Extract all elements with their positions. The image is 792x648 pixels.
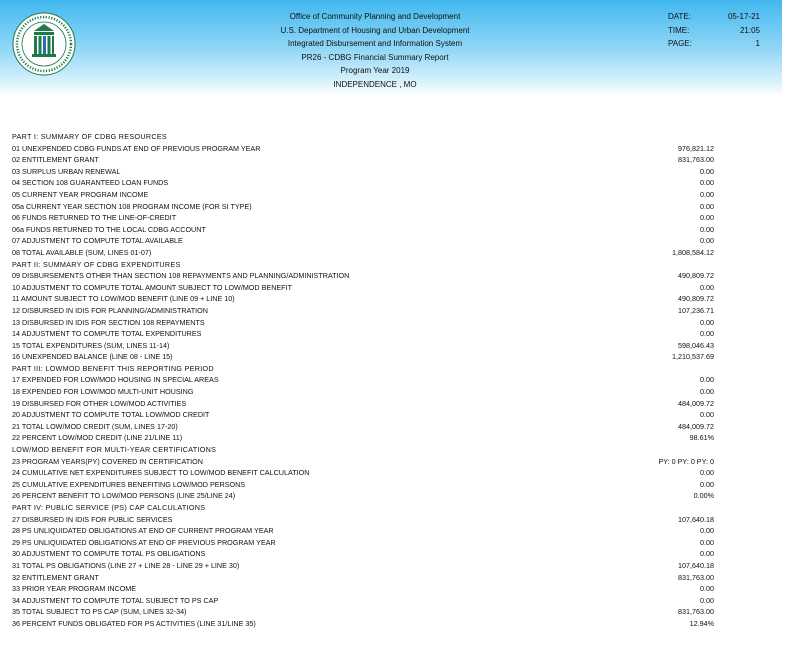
- page-label: PAGE:: [668, 39, 692, 48]
- summary-line: [12, 432, 718, 444]
- line-amount: 0.00: [700, 526, 714, 536]
- time-value: 21:05: [739, 25, 760, 35]
- line-label: 22 PERCENT LOW/MOD CREDIT (LINE 21/LINE 11): [12, 433, 183, 443]
- section-heading: [12, 259, 718, 271]
- line-label: 01 UNEXPENDED CDBG FUNDS AT END OF PREVIOUS PROGRAM YEAR: [12, 143, 261, 153]
- section-heading: [12, 363, 718, 375]
- summary-line: [12, 572, 718, 584]
- summary-line: [12, 560, 718, 572]
- line-amount: 0.00: [700, 595, 714, 605]
- line-amount: 831,763.00: [678, 572, 714, 582]
- line-amount: 484,009.72: [678, 398, 714, 408]
- line-label: 02 ENTITLEMENT GRANT: [12, 155, 99, 165]
- line-amount: 107,640.18: [678, 560, 714, 570]
- line-amount: 831,763.00: [678, 155, 714, 165]
- grantee-location: INDEPENDENCE , MO: [333, 79, 417, 89]
- line-amount: 0.00: [700, 468, 714, 478]
- hud-seal-icon: [12, 12, 76, 76]
- line-label: 12 DISBURSED IN IDIS FOR PLANNING/ADMINISTRATION: [12, 305, 208, 315]
- line-amount: 1,210,537.69: [672, 352, 714, 362]
- agency-office: Office of Community Planning and Development: [289, 12, 461, 21]
- line-label: 14 ADJUSTMENT TO COMPUTE TOTAL EXPENDITURES: [12, 329, 202, 339]
- line-label: 05 CURRENT YEAR PROGRAM INCOME: [12, 189, 149, 199]
- summary-line: [12, 166, 718, 178]
- program-year: Program Year 2019: [340, 66, 410, 75]
- summary-line: [12, 525, 718, 537]
- line-label: 19 DISBURSED FOR OTHER LOW/MOD ACTIVITIES: [12, 398, 187, 408]
- line-amount: 0.00: [700, 236, 714, 246]
- line-amount: 0.00: [700, 549, 714, 559]
- line-amount: 490,809.72: [678, 294, 714, 304]
- line-amount: 976,821.12: [678, 143, 714, 153]
- page-value: 1: [755, 39, 760, 48]
- line-label: 06 FUNDS RETURNED TO THE LINE-OF-CREDIT: [12, 213, 177, 223]
- line-label: 08 TOTAL AVAILABLE (SUM, LINES 01-07): [12, 247, 152, 257]
- summary-line: [12, 201, 718, 213]
- line-label: 27 DISBURSED IN IDIS FOR PUBLIC SERVICES: [12, 514, 173, 524]
- date-label: DATE:: [668, 12, 691, 21]
- line-amount: 1,808,584.12: [672, 247, 714, 257]
- line-label: 30 ADJUSTMENT TO COMPUTE TOTAL PS OBLIGATIONS: [12, 549, 206, 559]
- line-amount: 0.00: [700, 166, 714, 176]
- summary-line: [12, 456, 718, 468]
- agency-department: U.S. Department of Housing and Urban Development: [280, 25, 470, 35]
- summary-line: [12, 583, 718, 595]
- line-label: 28 PS UNLIQUIDATED OBLIGATIONS AT END OF CURRENT PROGRAM YEAR: [12, 526, 274, 536]
- line-amount: 12.94%: [689, 618, 714, 628]
- summary-line: [12, 351, 718, 363]
- line-amount: 0.00: [700, 282, 714, 292]
- line-amount: 490,809.72: [678, 271, 714, 281]
- line-label: 06a FUNDS RETURNED TO THE LOCAL CDBG ACCOUNT: [12, 224, 206, 234]
- summary-line: [12, 189, 718, 201]
- summary-line: [12, 212, 718, 224]
- summary-line: [12, 143, 718, 155]
- summary-line: [12, 293, 718, 305]
- line-label: 23 PROGRAM YEARS(PY) COVERED IN CERTIFICATION: [12, 456, 203, 466]
- report-header: [0, 0, 782, 96]
- line-label: 35 TOTAL SUBJECT TO PS CAP (SUM, LINES 32-34): [12, 607, 187, 617]
- summary-line: [12, 270, 718, 282]
- line-amount: 0.00: [700, 479, 714, 489]
- line-label: 32 ENTITLEMENT GRANT: [12, 572, 99, 582]
- line-amount: 0.00%: [693, 491, 714, 501]
- line-label: PART IV: PUBLIC SERVICE (PS) CAP CALCULATIONS: [12, 503, 206, 512]
- line-amount: 98.61%: [689, 433, 714, 443]
- line-label: 25 CUMULATIVE EXPENDITURES BENEFITING LOW/MOD PERSONS: [12, 479, 246, 489]
- summary-line: [12, 328, 718, 340]
- line-amount: 0.00: [700, 410, 714, 420]
- financial-summary: [12, 131, 718, 630]
- line-label: 20 ADJUSTMENT TO COMPUTE TOTAL LOW/MOD CREDIT: [12, 410, 210, 420]
- summary-line: [12, 282, 718, 294]
- line-label: 16 UNEXPENDED BALANCE (LINE 08 - LINE 15): [12, 352, 173, 362]
- line-amount: 484,009.72: [678, 421, 714, 431]
- line-label: 09 DISBURSEMENTS OTHER THAN SECTION 108 REPAYMENTS AND PLANNING/ADMINISTRATION: [12, 271, 350, 281]
- line-amount: 107,640.18: [678, 514, 714, 524]
- summary-line: [12, 305, 718, 317]
- section-heading: [12, 131, 718, 143]
- report-title: PR26 - CDBG Financial Summary Report: [301, 52, 449, 62]
- line-amount: 0.00: [700, 178, 714, 188]
- line-label: 11 AMOUNT SUBJECT TO LOW/MOD BENEFIT (LINE 09 + LINE 10): [12, 294, 235, 304]
- line-label: PART II: SUMMARY OF CDBG EXPENDITURES: [12, 259, 181, 269]
- summary-line: [12, 606, 718, 618]
- line-label: 05a CURRENT YEAR SECTION 108 PROGRAM INCOME (FOR SI TYPE): [12, 201, 252, 211]
- line-label: 34 ADJUSTMENT TO COMPUTE TOTAL SUBJECT TO PS CAP: [12, 595, 219, 605]
- summary-line: [12, 317, 718, 329]
- line-label: 18 EXPENDED FOR LOW/MOD MULTI-UNIT HOUSING: [12, 387, 194, 397]
- summary-line: [12, 224, 718, 236]
- line-label: 26 PERCENT BENEFIT TO LOW/MOD PERSONS (LINE 25/LINE 24): [12, 491, 236, 501]
- line-amount: PY: 0 PY: 0 PY: 0: [658, 456, 714, 466]
- line-label: 36 PERCENT FUNDS OBLIGATED FOR PS ACTIVITIES (LINE 31/LINE 35): [12, 618, 256, 628]
- summary-line: [12, 618, 718, 630]
- line-amount: 0.00: [700, 224, 714, 234]
- date-value: 05-17-21: [727, 12, 760, 21]
- summary-line: [12, 467, 718, 479]
- summary-line: [12, 409, 718, 421]
- line-label: 13 DISBURSED IN IDIS FOR SECTION 108 REPAYMENTS: [12, 317, 205, 327]
- line-label: 07 ADJUSTMENT TO COMPUTE TOTAL AVAILABLE: [12, 236, 183, 246]
- line-amount: 0.00: [700, 213, 714, 223]
- line-amount: 0.00: [700, 189, 714, 199]
- line-label: 31 TOTAL PS OBLIGATIONS (LINE 27 + LINE 28 - LINE 29 + LINE 30): [12, 560, 240, 570]
- line-label: 17 EXPENDED FOR LOW/MOD HOUSING IN SPECIAL AREAS: [12, 375, 219, 385]
- section-heading: [12, 502, 718, 514]
- system-name: Integrated Disbursement and Information System: [287, 39, 463, 48]
- line-amount: 0.00: [700, 201, 714, 211]
- line-label: 15 TOTAL EXPENDITURES (SUM, LINES 11-14): [12, 340, 170, 350]
- section-heading: [12, 444, 718, 456]
- line-label: PART I: SUMMARY OF CDBG RESOURCES: [12, 132, 168, 141]
- line-label: 24 CUMULATIVE NET EXPENDITURES SUBJECT TO LOW/MOD BENEFIT CALCULATION: [12, 468, 310, 478]
- summary-line: [12, 386, 718, 398]
- line-label: 29 PS UNLIQUIDATED OBLIGATIONS AT END OF PREVIOUS PROGRAM YEAR: [12, 537, 276, 547]
- summary-line: [12, 247, 718, 259]
- line-amount: 0.00: [700, 537, 714, 547]
- line-label: 04 SECTION 108 GUARANTEED LOAN FUNDS: [12, 178, 169, 188]
- summary-line: [12, 490, 718, 502]
- summary-line: [12, 514, 718, 526]
- summary-line: [12, 235, 718, 247]
- summary-line: [12, 595, 718, 607]
- summary-line: [12, 421, 718, 433]
- summary-line: [12, 479, 718, 491]
- line-label: 33 PRIOR YEAR PROGRAM INCOME: [12, 584, 137, 594]
- report-meta: [668, 10, 760, 51]
- summary-line: [12, 340, 718, 352]
- summary-line: [12, 537, 718, 549]
- line-amount: 107,236.71: [678, 305, 714, 315]
- line-amount: 0.00: [700, 375, 714, 385]
- report-title-block: [200, 10, 550, 91]
- line-label: 10 ADJUSTMENT TO COMPUTE TOTAL AMOUNT SUBJECT TO LOW/MOD BENEFIT: [12, 282, 292, 292]
- line-amount: 0.00: [700, 317, 714, 327]
- summary-line: [12, 548, 718, 560]
- line-label: LOW/MOD BENEFIT FOR MULTI-YEAR CERTIFICATIONS: [12, 445, 217, 455]
- line-amount: 0.00: [700, 329, 714, 339]
- line-label: 21 TOTAL LOW/MOD CREDIT (SUM, LINES 17-20): [12, 421, 178, 431]
- time-label: TIME:: [668, 25, 690, 35]
- summary-line: [12, 398, 718, 410]
- summary-line: [12, 154, 718, 166]
- line-amount: 598,046.43: [678, 340, 714, 350]
- line-amount: 831,763.00: [678, 607, 714, 617]
- summary-line: [12, 177, 718, 189]
- line-label: 03 SURPLUS URBAN RENEWAL: [12, 166, 121, 176]
- line-label: PART III: LOWMOD BENEFIT THIS REPORTING PERIOD: [12, 363, 214, 373]
- line-amount: 0.00: [700, 387, 714, 397]
- line-amount: 0.00: [700, 584, 714, 594]
- summary-line: [12, 374, 718, 386]
